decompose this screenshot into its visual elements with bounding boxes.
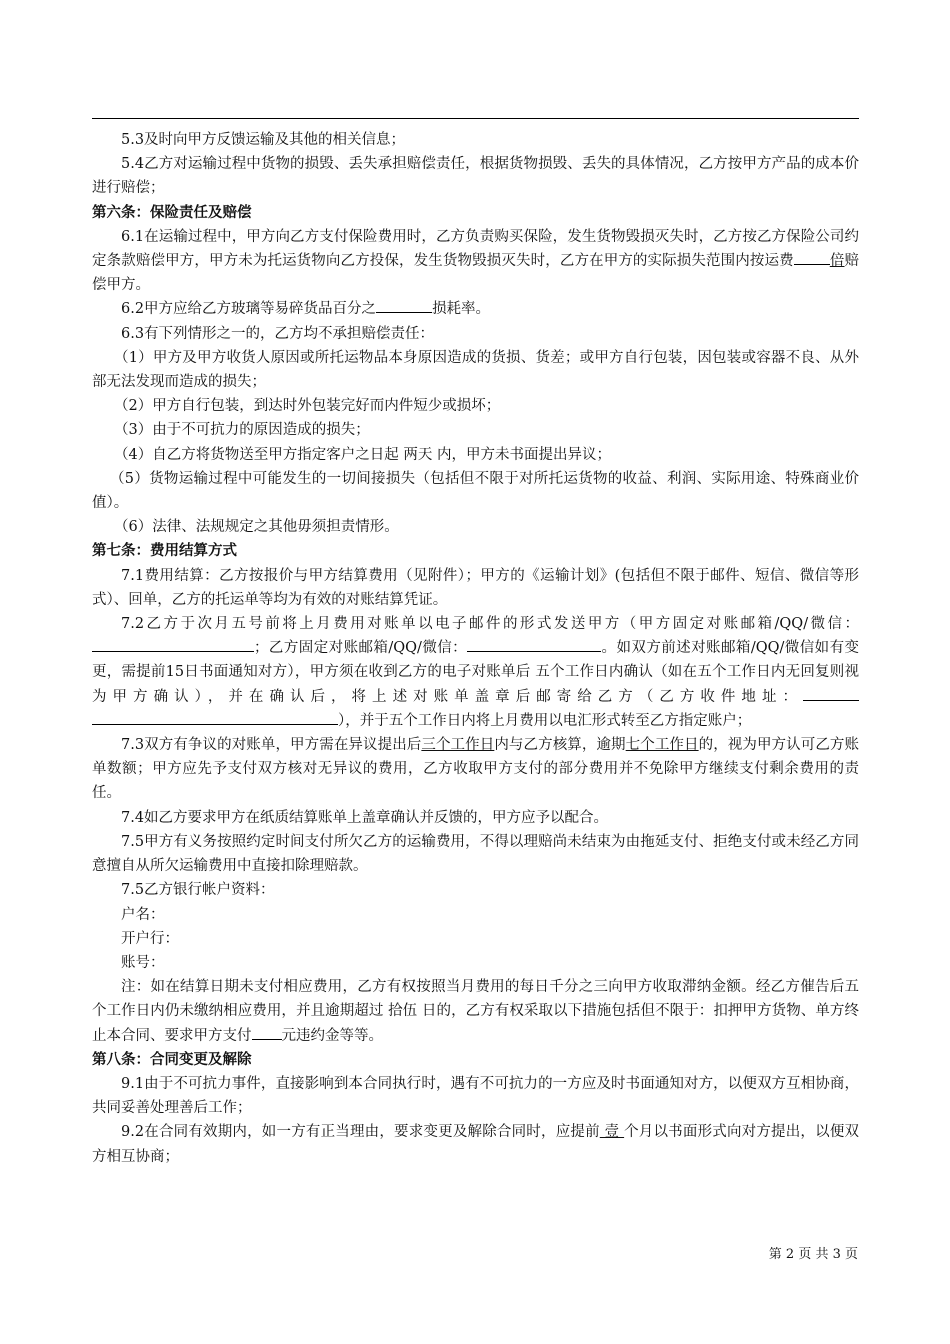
clause-7-2 bbox=[92, 612, 859, 733]
clause-5-3: 5.3及时向甲方反馈运输及其他的相关信息； bbox=[121, 132, 406, 148]
clause-7-3-mid: 内与乙方核算，逾期 bbox=[494, 737, 626, 754]
clause-6-2 bbox=[92, 297, 859, 321]
note-penalty-tail: 元违约金等等。 bbox=[281, 1027, 383, 1044]
clause-6-1-unit: 倍 bbox=[829, 253, 845, 270]
clause-6-3-item-1: （1）甲方及甲方收货人原因或所托运物品本身原因造成的货损、货差；或甲方自行包装，因包装或容器不良、从外部无法发现而造成的损失； bbox=[92, 349, 859, 391]
blank-field bbox=[467, 637, 601, 652]
clause-6-3: 6.3有下列情形之一的，乙方均不承担赔偿责任： bbox=[121, 325, 435, 342]
clause-7-5: 7.5甲方有义务按照约定时间支付所欠乙方的运输费用，不得以理赔尚未结束为由拖延支付、拒绝支付或未经乙方同意擅自从所欠运输费用中直接扣除理赔款。 bbox=[92, 833, 859, 875]
note-penalty-text: 注：如在结算日期未支付相应费用，乙方有权按照当月费用的每日千分之三向甲方收取滞纳金额。经乙方催告后五个工作日内仍未缴纳相应费用，并且逾期超过 拾伍 日的，乙方有权采取以下措施包括但不限于：扣押甲方货物、单方终止本合同、要求甲方支付 bbox=[92, 979, 859, 1044]
clause-9-2-term: 壹 bbox=[599, 1124, 625, 1141]
clause-9-2-tail: 个月以书面形式向对方提出，以便双方相互协商； bbox=[92, 1124, 860, 1165]
clause-6-3-item-4: （4）自乙方将货物送至甲方指定客户之日起 两天 内，甲方未书面提出异议； bbox=[114, 446, 611, 463]
clause-7-4: 7.4如乙方要求甲方在纸质结算账单上盖章确认并反馈的，甲方应予以配合。 bbox=[121, 809, 609, 826]
blank-field bbox=[803, 686, 859, 701]
account-number: 账号： bbox=[121, 954, 165, 971]
clause-7-3-term-1: 三个工作日 bbox=[421, 737, 495, 754]
clause-6-1 bbox=[92, 225, 859, 298]
clause-7-2-body: 。如双方前述对账邮箱/QQ/微信如有变更，需提前15日书面通知对方），甲方须在收到乙方的电子对账单后 五个工作日内确认（如在五个工作日内无回复则视为甲方确认），并在确认后，将上述对账单盖章后邮寄给乙方（乙方收件地址： bbox=[92, 640, 859, 705]
blank-field bbox=[376, 298, 432, 313]
blank-field bbox=[92, 710, 338, 725]
clause-7-2-mid: ；乙方固定对账邮箱/QQ/微信： bbox=[254, 640, 468, 657]
clause-6-1-text: 6.1在运输过程中，甲方向乙方支付保险费用时，乙方负责购买保险，发生货物毁损灭失时，乙方按乙方保险公司约定条款赔偿甲方，甲方未为托运货物向乙方投保，发生货物毁损灭失时，乙方在甲方的实际损失范围内按运费 bbox=[92, 228, 859, 270]
clause-6-1-tail: 赔偿甲方。 bbox=[92, 253, 860, 294]
clause-7-3-tail: 的，视为甲方认可乙方账单数额；甲方应先予支付双方核对无异议的费用，乙方收取甲方支付的部分费用并不免除甲方继续支付剩余费用的责任。 bbox=[92, 737, 860, 802]
clause-7-2-text: 7.2乙方于次月五号前将上月费用对账单以电子邮件的形式发送甲方（甲方固定对账邮箱/QQ/微信： bbox=[121, 616, 859, 633]
blank-field bbox=[252, 1025, 282, 1040]
clause-6-2-tail: 损耗率。 bbox=[432, 301, 491, 318]
page-number: 第 2 页 共 3 页 bbox=[768, 1247, 858, 1262]
clause-6-3-item-6: （6）法律、法规规定之其他毋须担责情形。 bbox=[114, 519, 399, 536]
document-body bbox=[92, 128, 859, 1169]
account-name: 户名： bbox=[121, 906, 165, 923]
clause-7-3-term-2: 七个工作日 bbox=[625, 737, 699, 754]
clause-9-2 bbox=[92, 1120, 859, 1168]
clause-7-1: 7.1费用结算：乙方按报价与甲方结算费用（见附件）；甲方的《运输计划》(包括但不限于邮件、短信、微信等形式）、回单，乙方的托运单等均为有效的对账结算凭证。 bbox=[92, 567, 859, 608]
clause-7-3-text: 7.3双方有争议的对账单，甲方需在异议提出后 bbox=[121, 737, 422, 754]
clause-6-3-item-5: （5）货物运输过程中可能发生的一切间接损失（包括但不限于对所托运货物的收益、利润、实际用途、特殊商业价值）。 bbox=[92, 470, 859, 512]
blank-field bbox=[794, 250, 830, 265]
blank-field bbox=[92, 637, 254, 652]
clause-7-2-tail: ），并于五个工作日内将上月费用以电汇形式转至乙方指定账户； bbox=[338, 712, 752, 729]
clause-6-2-text: 6.2甲方应给乙方玻璃等易碎货品百分之 bbox=[121, 301, 377, 318]
note-penalty bbox=[92, 975, 859, 1048]
article-7-heading: 第七条：费用结算方式 bbox=[92, 543, 237, 560]
header-rule bbox=[92, 118, 859, 119]
clause-6-3-item-2: （2）甲方自行包装，到达时外包装完好而内件短少或损坏； bbox=[114, 398, 501, 415]
clause-7-5-bank: 7.5乙方银行帐户资料： bbox=[121, 882, 275, 899]
account-bank: 开户行： bbox=[121, 930, 179, 947]
article-6-heading: 第六条：保险责任及赔偿 bbox=[92, 204, 252, 221]
clause-9-1: 9.1由于不可抗力事件，直接影响到本合同执行时，遇有不可抗力的一方应及时书面通知对方，以便双方互相协商，共同妥善处理善后工作； bbox=[92, 1075, 859, 1117]
article-8-heading: 第八条：合同变更及解除 bbox=[92, 1051, 252, 1068]
clause-7-3 bbox=[92, 733, 859, 806]
clause-5-4: 5.4乙方对运输过程中货物的损毁、丢失承担赔偿责任，根据货物损毁、丢失的具体情况，乙方按甲方产品的成本价进行赔偿； bbox=[92, 156, 859, 197]
clause-9-2-text: 9.2在合同有效期内，如一方有正当理由，要求变更及解除合同时，应提前 bbox=[121, 1124, 600, 1141]
clause-6-3-item-3: （3）由于不可抗力的原因造成的损失； bbox=[114, 422, 370, 439]
